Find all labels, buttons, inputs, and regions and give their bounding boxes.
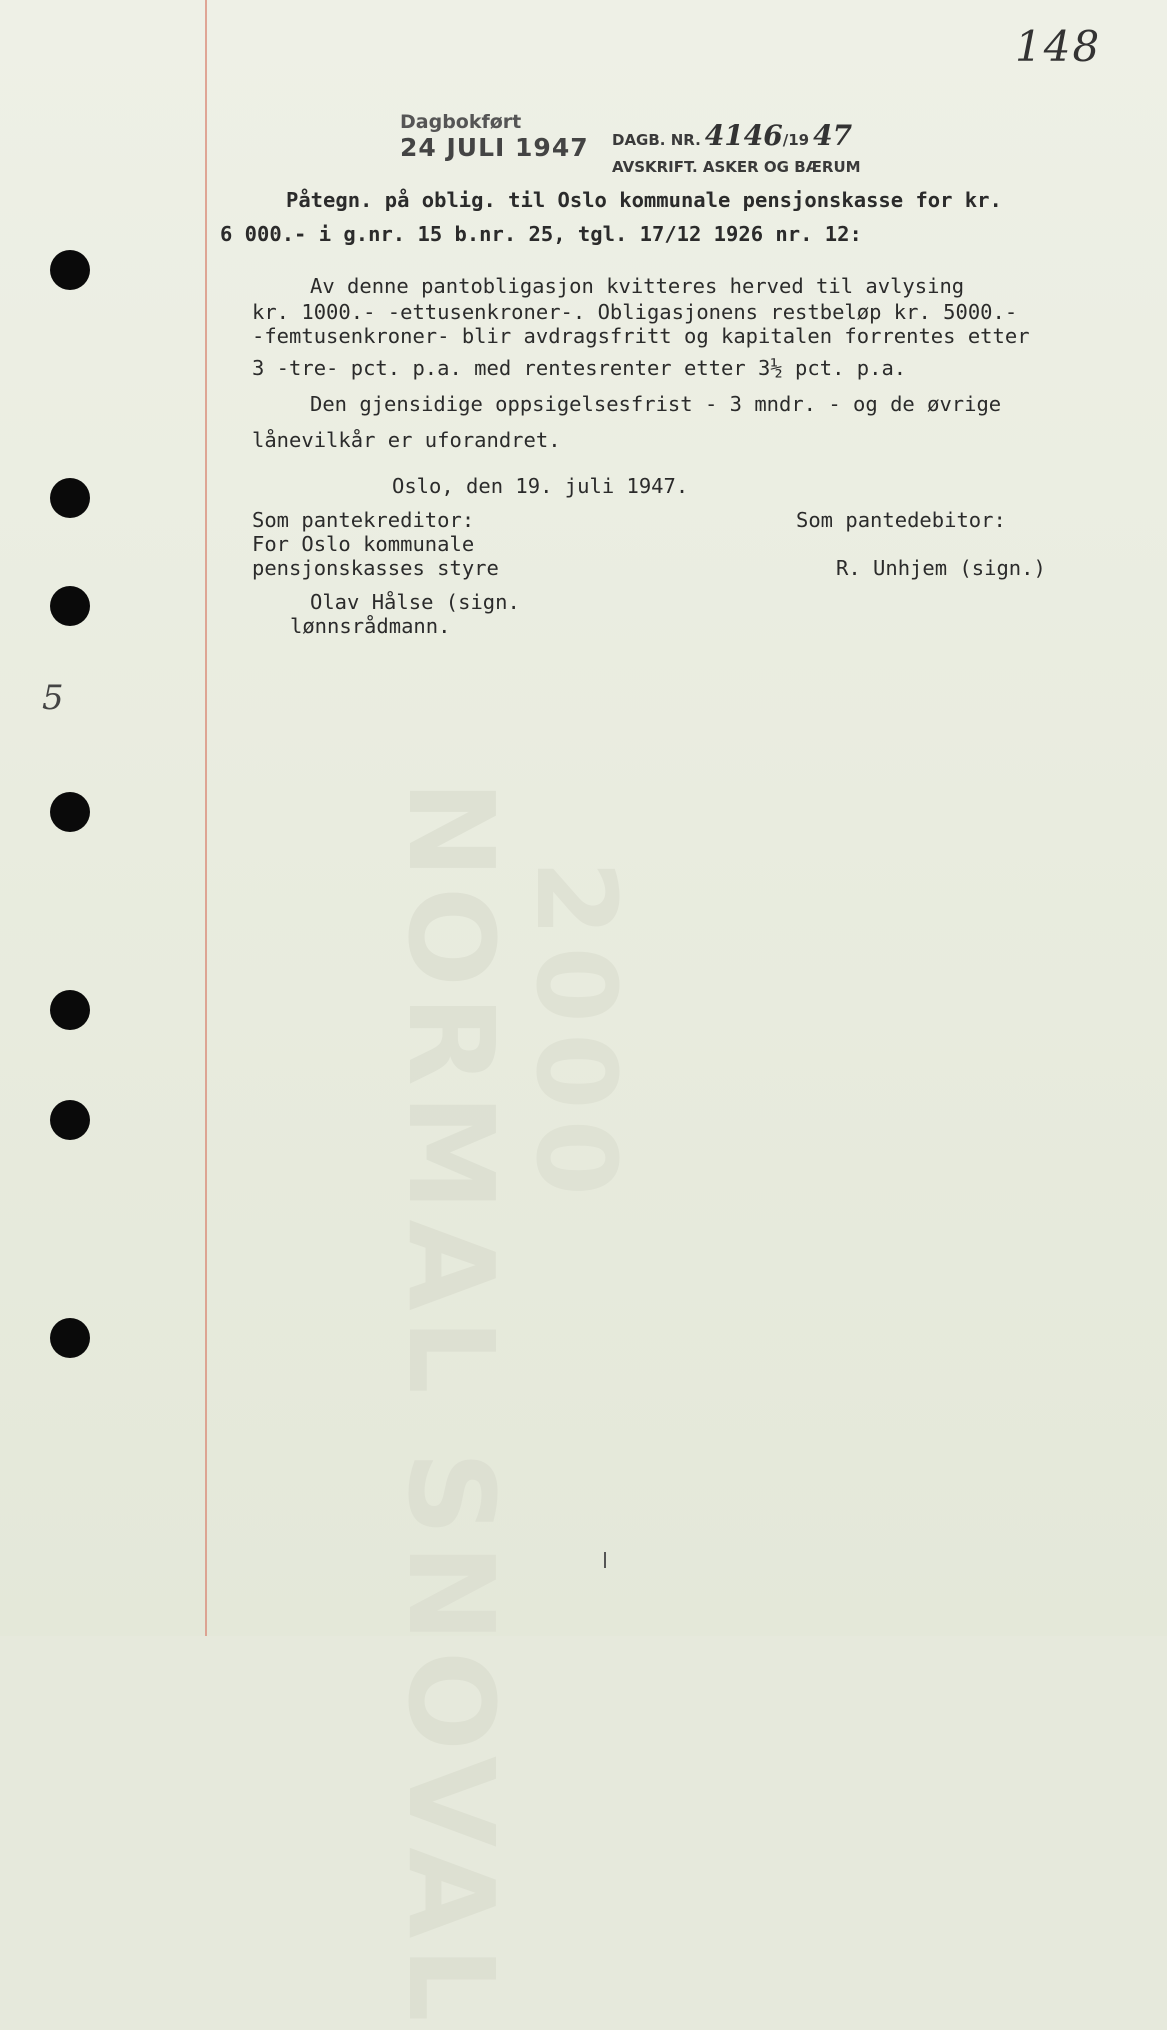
punch-hole [50, 1318, 90, 1358]
creditor-line: pensjonskasses styre [252, 556, 499, 580]
stamp-date: 24 JULI 1947 [400, 132, 589, 162]
ink-mark [604, 1552, 606, 1568]
creditor-title: lønnsrådmann. [290, 614, 451, 638]
record-stamp [612, 116, 861, 178]
paragraph-line: 3 -tre- pct. p.a. med rentesrenter etter 3½ pct. p.a. [252, 356, 907, 380]
paragraph-line: Av denne pantobligasjon kvitteres herved til avlysing [310, 274, 965, 298]
margin-rule [205, 0, 207, 1636]
heading-line-1: Påtegn. på oblig. til Oslo kommunale pensjonskasse for kr. [286, 188, 1002, 212]
office-name: AVSKRIFT. ASKER OG BÆRUM [612, 157, 861, 176]
creditor-label: Som pantekreditor: [252, 508, 475, 532]
year-prefix: /19 [782, 131, 810, 149]
stamp-label: Dagbokført [400, 111, 522, 133]
heading-line-2: 6 000.- i g.nr. 15 b.nr. 25, tgl. 17/12 1926 nr. 12: [220, 222, 862, 246]
creditor-line: For Oslo kommunale [252, 532, 475, 556]
punch-hole [50, 1100, 90, 1140]
place-date: Oslo, den 19. juli 1947. [392, 474, 689, 498]
year-suffix: 47 [813, 119, 853, 152]
debtor-name: R. Unhjem (sign.) [836, 556, 1046, 580]
punch-hole [50, 792, 90, 832]
page-number: 148 [1015, 22, 1102, 71]
dagb-number: 4146 [704, 119, 783, 152]
paragraph-line: lånevilkår er uforandret. [252, 428, 561, 452]
watermark-text: NORMAL SNOVAL [382, 780, 520, 2030]
paragraph-line: kr. 1000.- -ettusenkroner-. Obligasjonens restbeløp kr. 5000.- [252, 300, 1018, 324]
paragraph-line: Den gjensidige oppsigelsesfrist - 3 mndr. - og de øvrige [310, 392, 1002, 416]
registration-stamp [400, 112, 589, 163]
punch-hole [50, 586, 90, 626]
punch-hole [50, 990, 90, 1030]
punch-hole [50, 478, 90, 518]
paragraph-line: -femtusenkroner- blir avdragsfritt og kapitalen forrentes etter [252, 324, 1030, 348]
dagb-row [612, 116, 861, 157]
watermark-number: 2000 [512, 860, 640, 1207]
punch-hole [50, 250, 90, 290]
debtor-label: Som pantedebitor: [796, 508, 1006, 532]
creditor-name: Olav Hålse (sign. [310, 590, 520, 614]
margin-annotation: 5 [42, 678, 64, 718]
dagb-prefix: DAGB. NR. [612, 131, 701, 149]
